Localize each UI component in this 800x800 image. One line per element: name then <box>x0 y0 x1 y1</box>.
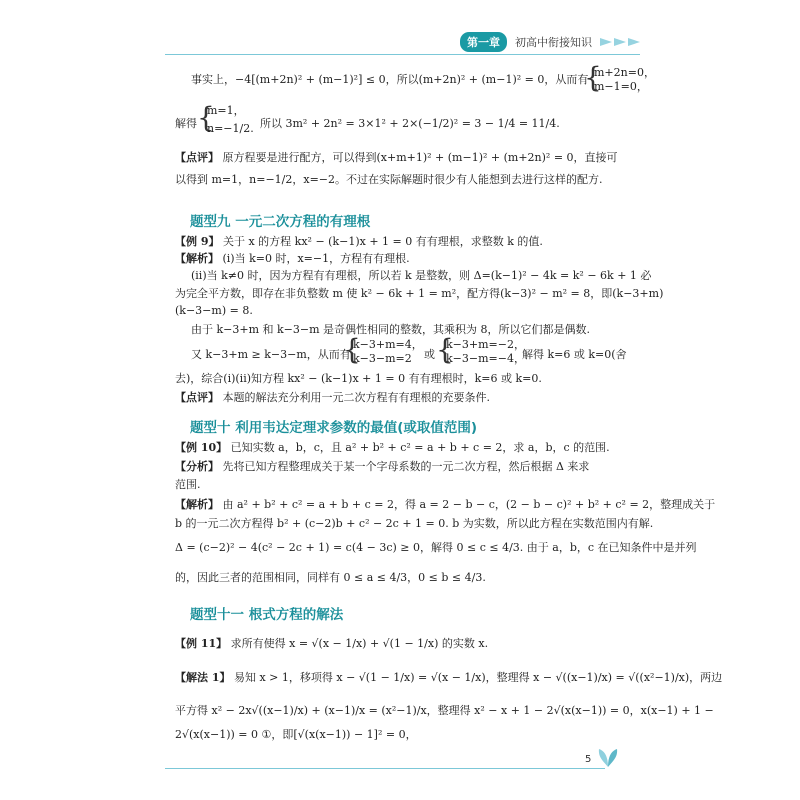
example-text: 已知实数 a，b，c，且 a² + b² + c² = a + b + c = 2，求 a，b，c 的范围. <box>230 441 610 454</box>
text-line: 的，因此三者的范围相同，同样有 0 ≤ a ≤ 4/3，0 ≤ b ≤ 4/3. <box>175 571 486 584</box>
review-text: 原方程要是进行配方，可以得到(x+m+1)² + (m−1)² + (m+2n)² = 0，直接可 <box>222 151 618 164</box>
equation-system <box>446 338 525 366</box>
solution-text: 由 a² + b² + c² = a + b + c = 2，得 a = 2 − b − c，(2 − b − c)² + b² + c² = 2，整理成关于 <box>222 498 716 511</box>
section-heading: 题型九 一元二次方程的有理根 <box>190 214 371 230</box>
header-rule <box>165 54 640 55</box>
equation: k−3−m=−4， <box>446 352 525 365</box>
solution-tag: 【解析】 <box>175 252 219 265</box>
text-line: (ii)当 k≠0 时，因为方程有有理根，所以若 k 是整数，则 Δ=(k−1)² − 4k = k² − 6k + 1 必 <box>191 269 652 282</box>
section-heading: 题型十 利用韦达定理求参数的最值(或取值范围) <box>190 420 478 436</box>
page-header <box>460 32 640 52</box>
text-line: 解得 <box>175 117 197 130</box>
solution-line <box>175 251 630 266</box>
example-text: 关于 x 的方程 kx² − (k−1)x + 1 = 0 有有理根，求整数 k 的值. <box>222 235 543 248</box>
example-line <box>175 636 630 651</box>
text-line: 由于 k−3+m 和 k−3−m 是奇偶性相同的整数，其乘积为 8，所以它们都是偶数. <box>191 323 591 336</box>
equation: k−3+m=4， <box>353 338 423 351</box>
text-line: 所以 3m² + 2n² = 3×1² + 2×(−1/2)² = 3 − 1/4 = 11/4. <box>260 117 560 130</box>
brace-icon: { <box>197 101 215 134</box>
analysis-tag: 【分析】 <box>175 460 219 473</box>
example-tag: 【例 9】 <box>175 235 220 248</box>
review-tag: 【点评】 <box>175 391 219 404</box>
analysis-line <box>175 459 630 474</box>
example-tag: 【例 11】 <box>175 637 228 650</box>
text-line: 解得 k=6 或 k=0(舍 <box>522 348 627 361</box>
equation-system <box>353 338 423 366</box>
chapter-title: 初高中衔接知识 <box>515 36 592 49</box>
page-number: 5 <box>585 754 592 765</box>
example-text: 求所有使得 x = √(x − 1/x) + √(1 − 1/x) 的实数 x. <box>230 637 489 650</box>
leaf-ornament-icon <box>595 745 621 769</box>
brace-icon: { <box>343 333 361 366</box>
equation: m−1=0， <box>594 80 648 93</box>
text-line: 事实上，−4[(m+2n)² + (m−1)²] ≤ 0，所以(m+2n)² + (m−1)² = 0，从而有 <box>191 73 589 86</box>
brace-icon: { <box>436 333 454 366</box>
solution-tag: 【解析】 <box>175 498 219 511</box>
equation-system <box>594 66 655 94</box>
example-line <box>175 234 630 249</box>
review-text: 本题的解法充分利用一元二次方程有有理根的充要条件. <box>222 391 490 404</box>
equation: n=−1/2. <box>207 122 254 135</box>
analysis-text: 先将已知方程整理成关于某一个字母系数的一元二次方程，然后根据 Δ 来求 <box>222 460 590 473</box>
equation: k−3+m=−2， <box>446 338 525 351</box>
equation: m=1， <box>207 104 245 117</box>
example-tag: 【例 10】 <box>175 441 228 454</box>
text-line: 或 <box>424 348 435 361</box>
section-heading: 题型十一 根式方程的解法 <box>190 607 344 623</box>
review-line <box>175 150 630 165</box>
arrow-ornament-icon <box>600 38 640 46</box>
review-line <box>175 390 630 405</box>
text-line: 平方得 x² − 2x√((x−1)/x) + (x−1)/x = (x²−1)/x，整理得 x² − x + 1 − 2√(x(x−1)) = 0，x(x−1) + 1 − <box>175 704 714 717</box>
text-line: Δ = (c−2)² − 4(c² − 2c + 1) = c(4 − 3c) ≥ 0，解得 0 ≤ c ≤ 4/3. 由于 a，b，c 在已知条件中是并列 <box>175 541 697 554</box>
text-line: 以得到 m=1，n=−1/2，x=−2。不过在实际解题时很少有人能想到去进行这样的配方. <box>175 173 603 186</box>
equation-system <box>207 104 254 136</box>
equation: k−3−m=2 <box>353 352 412 365</box>
solution-text: 易知 x > 1，移项得 x − √(1 − 1/x) = √(x − 1/x)，整理得 x − √((x−1)/x) = √((x²−1)/x)，两边 <box>233 671 723 684</box>
solution-text: (i)当 k=0 时，x=−1，方程有有理根. <box>222 252 410 265</box>
equation: m+2n=0， <box>594 66 655 79</box>
example-line <box>175 440 630 455</box>
text-line: 去)，综合(i)(ii)知方程 kx² − (k−1)x + 1 = 0 有有理根时，k=6 或 k=0. <box>175 372 542 385</box>
text-line: b 的一元二次方程得 b² + (c−2)b + c² − 2c + 1 = 0. b 为实数，所以此方程在实数范围内有解. <box>175 517 654 530</box>
solution-tag: 【解法 1】 <box>175 671 231 684</box>
chapter-badge: 第一章 <box>460 32 507 52</box>
text-line: 范围. <box>175 478 201 491</box>
text-line: (k−3−m) = 8. <box>175 304 253 317</box>
text-line: 为完全平方数，即存在非负整数 m 使 k² − 6k + 1 = m²，配方得(k−3)² − m² = 8，即(k−3+m) <box>175 287 664 300</box>
text-line: 2√(x(x−1)) = 0 ①，即[√(x(x−1)) − 1]² = 0， <box>175 728 417 741</box>
solution-line <box>175 497 716 512</box>
solution-line <box>175 670 723 685</box>
text-line: 又 k−3+m ≥ k−3−m，从而有 <box>191 348 351 361</box>
review-tag: 【点评】 <box>175 151 219 164</box>
brace-icon: { <box>584 61 602 94</box>
footer-rule <box>165 768 605 769</box>
